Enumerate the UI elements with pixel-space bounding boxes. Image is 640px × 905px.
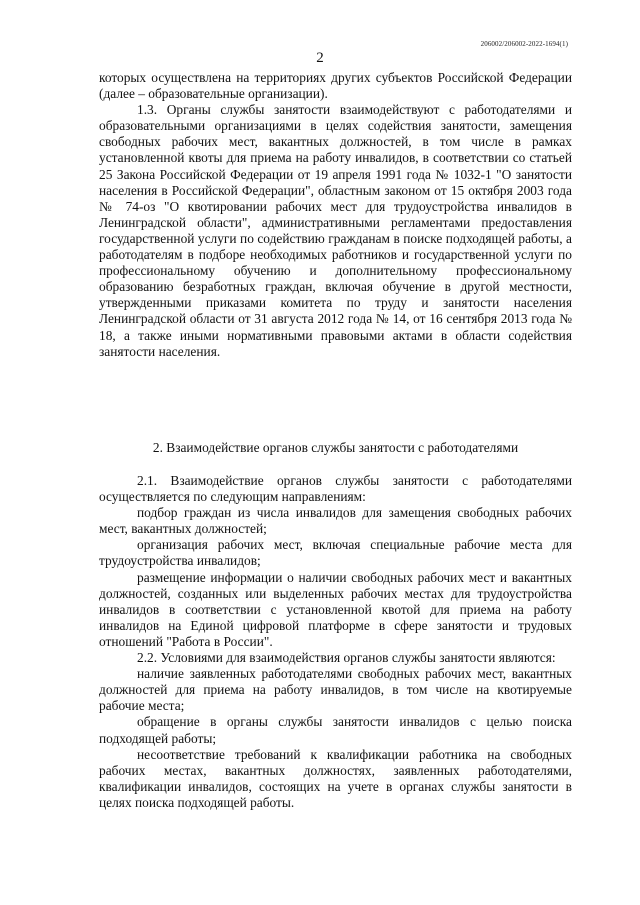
paragraph: подбор граждан из числа инвалидов для замещения свободных рабочих мест, вакантных должностей;: [99, 505, 572, 537]
paragraph: обращение в органы службы занятости инвалидов с целью поиска подходящей работы;: [99, 714, 572, 746]
paragraph: наличие заявленных работодателями свободных рабочих мест, вакантных должностей для приема на работу инвалидов, в том числе на квотируемые рабочие места;: [99, 666, 572, 714]
paragraph: размещение информации о наличии свободных рабочих мест и вакантных должностей, созданных или выделенных рабочих местах для трудоустройства инвалидов в соответствии с установленной квотой для приема на работу инвалидов на Единой цифровой платформе в сфере занятости и трудовых отношений "Работа в России".: [99, 569, 572, 649]
section-2-text: [99, 473, 572, 811]
document-id: 206002/206002-2022-1694(1): [480, 40, 568, 48]
section-heading: 2. Взаимодействие органов службы занятости с работодателями: [152, 440, 519, 455]
section-1-text: [99, 70, 572, 360]
paragraph: 1.3. Органы службы занятости взаимодействуют с работодателями и образовательными организациями в целях содействия занятости, замещения свободных рабочих мест, вакантных должностей, в том числе в рамках установленной квоты для приема на работу инвалидов, в соответствии со статьей 25 Закона Российской Федерации от 19 апреля 1991 года № 1032-1 "О занятости населения в Российской Федерации", областным законом от 15 октября 2003 года № 74-оз "О квотировании рабочих мест для трудоустройства инвалидов в Ленинградской области", административными регламентами предоставления государственной услуги по содействию гражданам в поиске подходящей работы, а работодателям в подборе необходимых работников и государственной услуги по профессиональному обучению и дополнительному профессиональному образованию безработных граждан, включая обучение в другой местности, утвержденными приказами комитета по труду и занятости населения Ленинградской области от 31 августа 2012 года № 14, от 16 сентября 2013 года № 18, а также иными нормативными правовыми актами в области содействия занятости населения.: [99, 102, 572, 359]
paragraph: несоответствие требований к квалификации работника на свободных рабочих местах, вакантных должностях, заявленных работодателями, квалификации инвалидов, состоящих на учете в органах службы занятости в целях поиска подходящей работы.: [99, 746, 572, 810]
paragraph: 2.1. Взаимодействие органов службы занятости с работодателями осуществляется по следующим направлениям:: [99, 473, 572, 505]
paragraph: организация рабочих мест, включая специальные рабочие места для трудоустройства инвалидов;: [99, 537, 572, 569]
paragraph: которых осуществлена на территориях других субъектов Российской Федерации (далее – образовательные организации).: [99, 70, 572, 102]
page-number: 2: [316, 50, 324, 66]
paragraph: 2.2. Условиями для взаимодействия органов службы занятости являются:: [137, 650, 556, 666]
